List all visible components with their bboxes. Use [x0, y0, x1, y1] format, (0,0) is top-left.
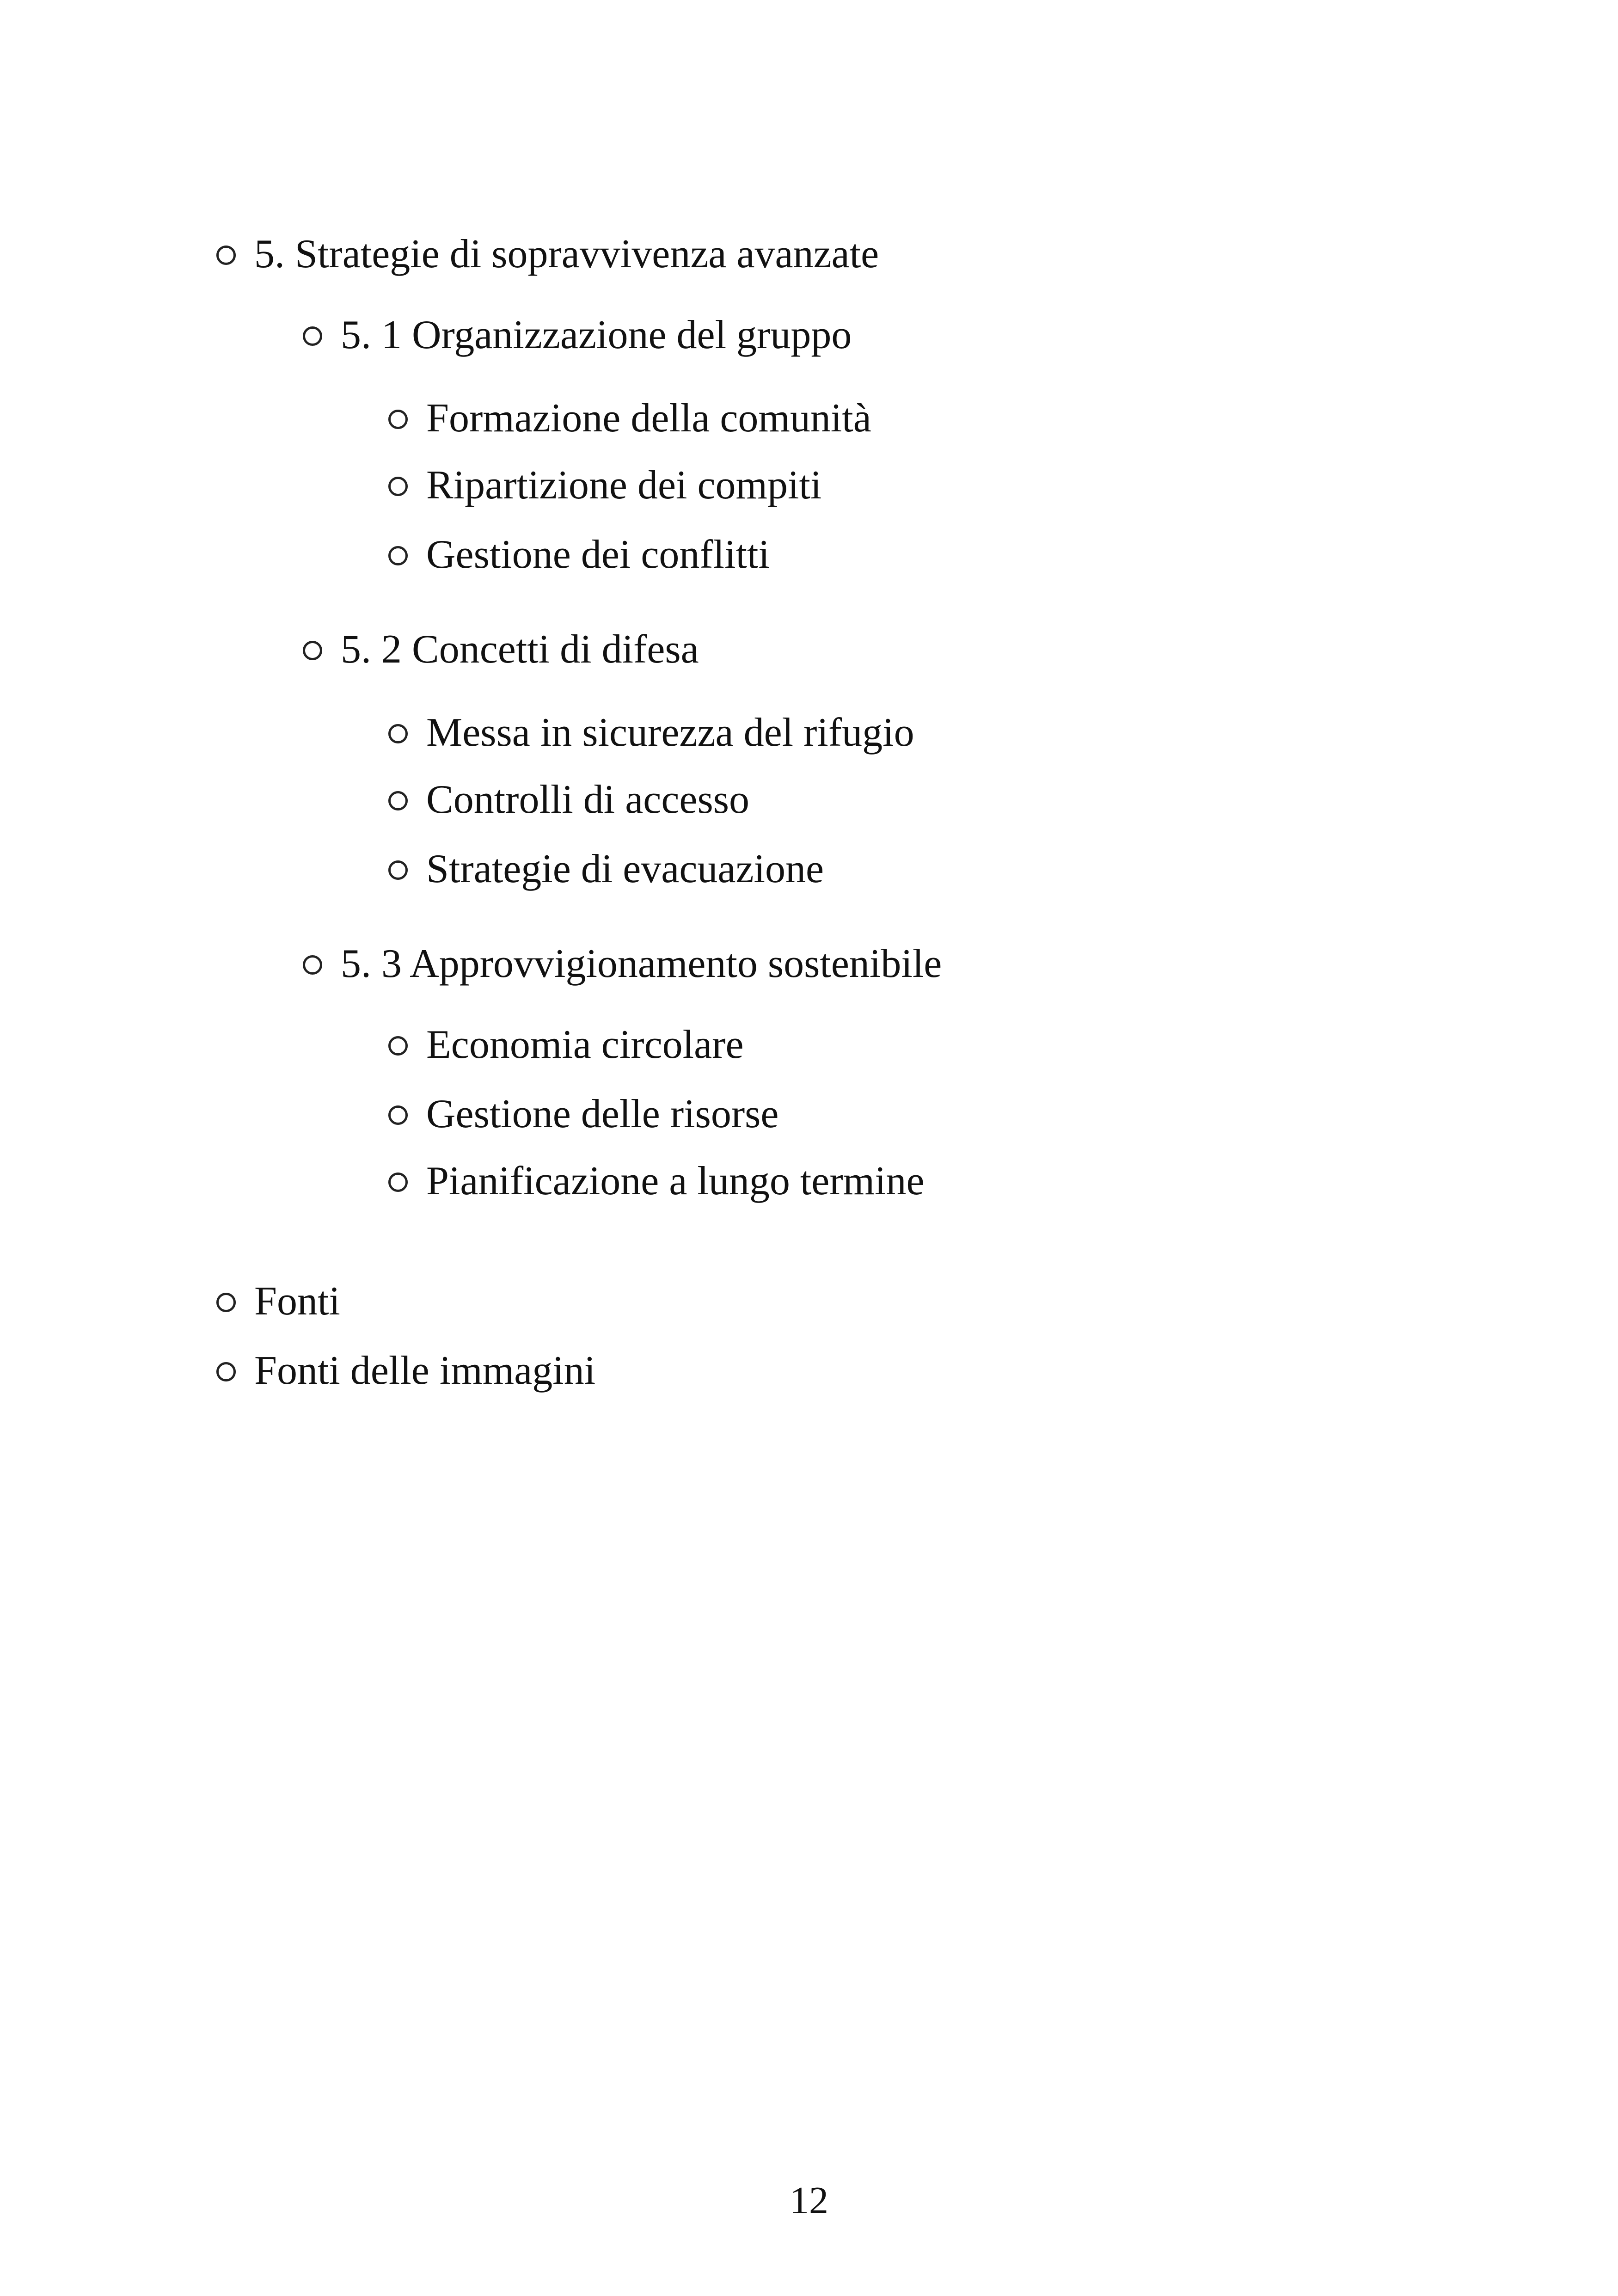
toc-entry-item	[388, 839, 824, 899]
hollow-circle-bullet-icon	[388, 1105, 408, 1125]
toc-entry-label: Formazione della comunità	[426, 396, 871, 441]
hollow-circle-bullet-icon	[388, 1036, 408, 1056]
toc-entry-label: Economia circolare	[426, 1022, 744, 1067]
toc-entry-label: Gestione dei conflitti	[426, 532, 770, 577]
toc-entry-section-5-3	[303, 934, 942, 994]
hollow-circle-bullet-icon	[303, 955, 322, 975]
hollow-circle-bullet-icon	[216, 1362, 236, 1381]
hollow-circle-bullet-icon	[388, 791, 408, 810]
toc-entry-label: Fonti delle immagini	[254, 1348, 596, 1393]
toc-entry-label: Gestione delle risorse	[426, 1092, 779, 1136]
toc-entry-label: Controlli di accesso	[426, 777, 749, 822]
page-number: 12	[790, 2179, 828, 2222]
hollow-circle-bullet-icon	[388, 410, 408, 429]
toc-entry-item	[388, 770, 749, 830]
toc-entry-item	[388, 1015, 744, 1075]
toc-entry-label: 5. 3 Approvvigionamento sostenibile	[341, 941, 942, 986]
toc-entry-item	[388, 388, 871, 448]
toc-entry-label: 5. 2 Concetti di difesa	[341, 627, 699, 672]
hollow-circle-bullet-icon	[388, 477, 408, 496]
hollow-circle-bullet-icon	[216, 1293, 236, 1312]
toc-entry-fonti	[216, 1271, 340, 1332]
toc-entry-item	[388, 1151, 925, 1211]
hollow-circle-bullet-icon	[216, 246, 236, 265]
toc-entry-item	[388, 455, 821, 516]
hollow-circle-bullet-icon	[303, 326, 322, 346]
toc-entry-fonti-immagini	[216, 1341, 595, 1401]
toc-entry-label: Messa in sicurezza del rifugio	[426, 710, 914, 755]
toc-entry-label: Ripartizione dei compiti	[426, 463, 822, 508]
toc-entry-label: Pianificazione a lungo termine	[426, 1159, 925, 1203]
hollow-circle-bullet-icon	[388, 860, 408, 880]
toc-entry-section-5	[216, 224, 879, 284]
hollow-circle-bullet-icon	[388, 1173, 408, 1192]
toc-entry-label: Strategie di evacuazione	[426, 847, 824, 891]
toc-entry-section-5-2	[303, 620, 699, 680]
toc-entry-item	[388, 1084, 778, 1144]
hollow-circle-bullet-icon	[303, 641, 322, 660]
toc-entry-label: 5. 1 Organizzazione del gruppo	[341, 313, 852, 357]
toc-entry-label: 5. Strategie di sopravvivenza avanzate	[254, 232, 879, 276]
hollow-circle-bullet-icon	[388, 724, 408, 743]
hollow-circle-bullet-icon	[388, 546, 408, 565]
toc-entry-section-5-1	[303, 305, 852, 365]
toc-entry-label: Fonti	[254, 1279, 340, 1324]
toc-entry-item	[388, 525, 770, 585]
toc-entry-item	[388, 703, 914, 763]
